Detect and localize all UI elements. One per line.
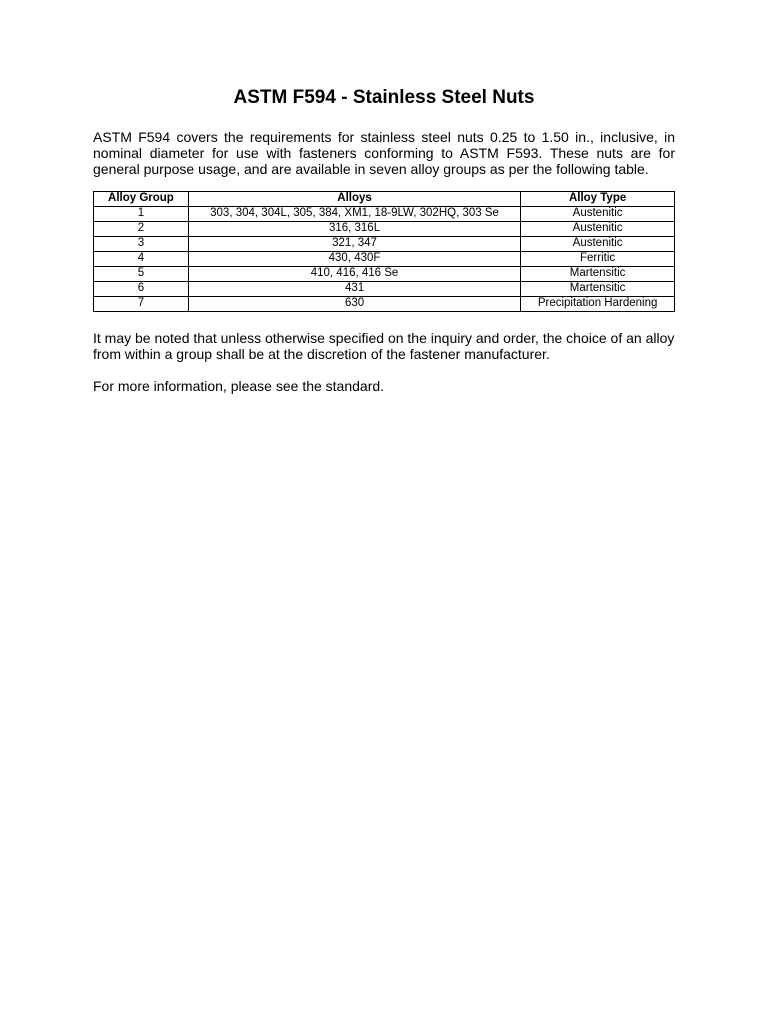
cell-alloy-group: 6 — [94, 282, 189, 297]
table-row — [94, 222, 675, 237]
table-header-row — [94, 192, 675, 207]
cell-alloys: 316, 316L — [188, 222, 520, 237]
table-row — [94, 267, 675, 282]
table-row — [94, 297, 675, 312]
cell-alloys: 321, 347 — [188, 237, 520, 252]
cell-alloy-type: Ferritic — [521, 252, 675, 267]
table-row — [94, 237, 675, 252]
cell-alloy-type: Martensitic — [521, 282, 675, 297]
table-row — [94, 252, 675, 267]
cell-alloys: 431 — [188, 282, 520, 297]
table-row — [94, 282, 675, 297]
cell-alloy-type: Austenitic — [521, 222, 675, 237]
page-title: ASTM F594 - Stainless Steel Nuts — [233, 87, 535, 108]
cell-alloy-type: Martensitic — [521, 267, 675, 282]
cell-alloy-group: 4 — [94, 252, 189, 267]
cell-alloys: 430, 430F — [188, 252, 520, 267]
alloy-groups-table — [93, 191, 675, 312]
cell-alloy-group: 7 — [94, 297, 189, 312]
document-page — [93, 86, 675, 394]
cell-alloy-type: Austenitic — [521, 207, 675, 222]
note-paragraph: It may be noted that unless otherwise specified on the inquiry and order, the choice of an alloy from within a group shall be at the discretion of the fastener manufacturer. — [93, 330, 675, 362]
cell-alloys: 303, 304, 304L, 305, 384, XM1, 18-9LW, 302HQ, 303 Se — [188, 207, 520, 222]
cell-alloy-group: 5 — [94, 267, 189, 282]
cell-alloys: 630 — [188, 297, 520, 312]
footer-paragraph: For more information, please see the standard. — [93, 378, 385, 394]
cell-alloy-group: 1 — [94, 207, 189, 222]
cell-alloy-group: 2 — [94, 222, 189, 237]
cell-alloy-type: Austenitic — [521, 237, 675, 252]
table-row — [94, 207, 675, 222]
header-alloy-type: Alloy Type — [521, 192, 675, 207]
intro-paragraph: ASTM F594 covers the requirements for stainless steel nuts 0.25 to 1.50 in., inclusive, in nominal diameter for use with fasteners conforming to ASTM F593. These nuts are for general purpose usage, and are available in seven alloy groups as per the following table. — [93, 129, 675, 177]
cell-alloy-group: 3 — [94, 237, 189, 252]
cell-alloy-type: Precipitation Hardening — [521, 297, 675, 312]
header-alloys: Alloys — [188, 192, 520, 207]
cell-alloys: 410, 416, 416 Se — [188, 267, 520, 282]
header-alloy-group: Alloy Group — [94, 192, 189, 207]
